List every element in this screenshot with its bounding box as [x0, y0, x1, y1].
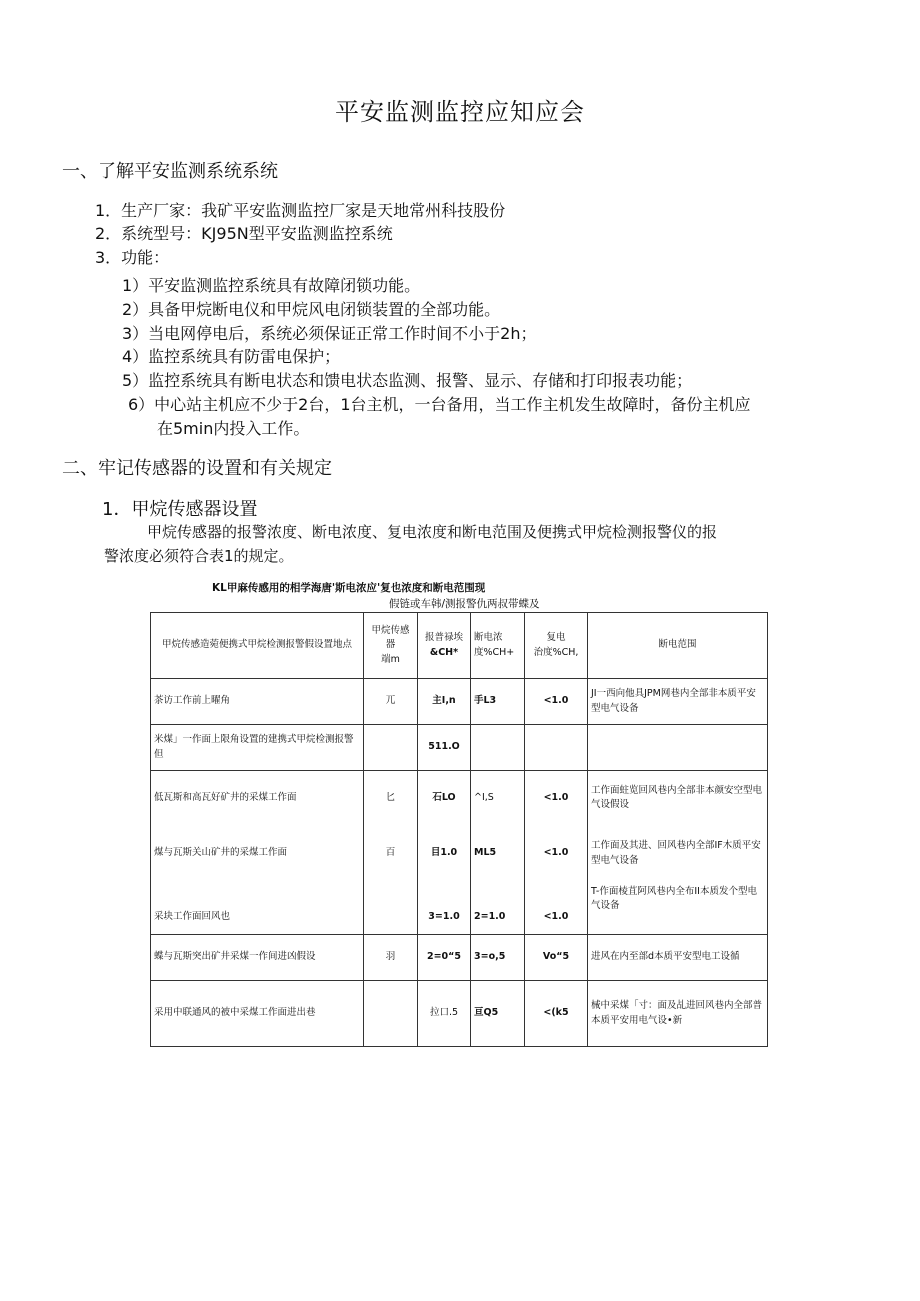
cell-cutoff: ML5 — [471, 825, 525, 883]
cell-alarm: 石LO — [418, 771, 471, 825]
cell-range: 进风在内至部d本质平安型电工设循 — [588, 935, 768, 981]
cell-cutoff: 2=1.0 — [471, 883, 525, 935]
function-6: 6）中心站主机应不少于2台，1台主机，一台备用，当工作主机发生故障时，备份主机应 — [128, 395, 751, 414]
table-caption-subline: 假链或车韩/测报警仇两叔带蝶及 — [389, 598, 540, 610]
header-sensor-line1: 甲烷传感器 — [371, 625, 410, 651]
cell-sensor: 百 — [364, 825, 418, 883]
header-alarm — [418, 613, 471, 679]
cell-restore: <1.0 — [525, 679, 588, 725]
cell-alarm: 目1.0 — [418, 825, 471, 883]
table-caption: KL甲麻传感用的相学海唐'斯电浓应'复也浓度和断电范围现 — [212, 582, 486, 594]
cell-cutoff: 手L3 — [471, 679, 525, 725]
cell-sensor: 匕 — [364, 771, 418, 825]
cell-cutoff: 3=o,5 — [471, 935, 525, 981]
cell-range: 工作面蛀览回风巷内全部非本颜安空型电气设假设 — [588, 771, 768, 825]
table-row — [151, 725, 768, 771]
cell-sensor: 羽 — [364, 935, 418, 981]
header-cutoff-line1: 断电浓 — [474, 632, 503, 644]
header-sensor — [364, 613, 418, 679]
header-cutoff — [471, 613, 525, 679]
cell-location: 蝶与瓦斯突出矿井采煤一作间进凶假设 — [151, 935, 364, 981]
table-header-row — [151, 613, 768, 679]
header-restore-line1: 复电 — [546, 632, 566, 644]
item-function: 3．功能： — [95, 248, 170, 267]
paragraph-line-2: 警浓度必须符合表1的规定。 — [104, 547, 294, 565]
cell-restore — [525, 725, 588, 771]
function-5: 5）监控系统具有断电状态和馈电状态监测、报警、显示、存储和打印报表功能； — [122, 371, 693, 390]
cell-restore: <1.0 — [525, 825, 588, 883]
cell-cutoff — [471, 725, 525, 771]
section-2-heading: 二、牢记传感器的设置和有关规定 — [62, 458, 332, 479]
header-alarm-line1: 报普禄埃 — [424, 632, 463, 644]
cell-alarm: 主I,n — [418, 679, 471, 725]
cell-range: 工作面及其进、回风巷内全部IF木质平安型电气设备 — [588, 825, 768, 883]
header-sensor-line2: 端m — [381, 653, 400, 665]
table-row — [151, 679, 768, 725]
paragraph-line-1: 甲烷传感器的报警浓度、断电浓度、复电浓度和断电范围及便携式甲烷检测报警仪的报 — [147, 523, 718, 541]
cell-alarm: 拉口.5 — [418, 981, 471, 1047]
header-restore-line2: 治度%CH, — [533, 646, 579, 658]
header-alarm-line2: &CH* — [429, 646, 459, 658]
table-row — [151, 935, 768, 981]
cell-restore: <1.0 — [525, 883, 588, 935]
cell-sensor — [364, 883, 418, 935]
cell-sensor: 兀 — [364, 679, 418, 725]
cell-location: 煤与瓦斯关山矿井的采煤工作面 — [151, 825, 364, 883]
function-6-continued: 在5min内投入工作。 — [157, 419, 310, 438]
cell-cutoff: ^I,S — [471, 771, 525, 825]
cell-alarm: 2=0“5 — [418, 935, 471, 981]
cell-location: 茶访工作前上曜角 — [151, 679, 364, 725]
table-row — [151, 883, 768, 935]
cell-sensor — [364, 981, 418, 1047]
function-4: 4）监控系统具有防雷电保护； — [122, 347, 341, 366]
cell-range: 械中采煤「寸：面及乩进回风巷内全部普本质平安用电气设•新 — [588, 981, 768, 1047]
header-cutoff-line2: 度%CH+ — [474, 646, 515, 658]
methane-sensor-table — [150, 612, 768, 1047]
function-1: 1）平安监测监控系统具有故障闭锁功能。 — [122, 276, 421, 295]
cell-alarm: 511.O — [418, 725, 471, 771]
cell-cutoff: 亘Q5 — [471, 981, 525, 1047]
section-1-heading: 一、了解平安监测系统系统 — [62, 161, 278, 182]
table-row — [151, 981, 768, 1047]
cell-restore: Vo“5 — [525, 935, 588, 981]
header-location: 甲烷传感造菀便携式甲烷检测报警假设置地点 — [151, 613, 364, 679]
function-3: 3）当电网停电后，系统必须保证正常工作时间不小于2h； — [122, 324, 537, 343]
cell-location: 采块工作面回风也 — [151, 883, 364, 935]
cell-alarm: 3=1.0 — [418, 883, 471, 935]
cell-sensor — [364, 725, 418, 771]
header-restore — [525, 613, 588, 679]
cell-location: 低瓦斯和高瓦好矿井的采煤工作面 — [151, 771, 364, 825]
cell-restore: <1.0 — [525, 771, 588, 825]
cell-location: 采用中联通风的被中采煤工作面进出巷 — [151, 981, 364, 1047]
table-row — [151, 771, 768, 825]
cell-range — [588, 725, 768, 771]
function-2: 2）具备甲烷断电仪和甲烷风电闭锁装置的全部功能。 — [122, 300, 501, 319]
cell-restore: <(k5 — [525, 981, 588, 1047]
cell-location: 米煤」一作面上限角设置的建携式甲烷检测报警但 — [151, 725, 364, 771]
cell-range: T-作面棱苴阿风巷内全布II本质发个型电气设备 — [588, 883, 768, 935]
table-row — [151, 825, 768, 883]
header-range: 断电范围 — [588, 613, 768, 679]
subsection-methane-sensor: 1．甲烷传感器设置 — [102, 499, 258, 520]
cell-range: JI一西向他具JPM网巷内全部非本质平安型电气设备 — [588, 679, 768, 725]
page-title: 平安监测监控应知应会 — [335, 98, 585, 126]
item-model: 2．系统型号：KJ95N型平安监测监控系统 — [95, 224, 393, 243]
item-manufacturer: 1．生产厂家：我矿平安监测监控厂家是天地常州科技股份 — [95, 201, 506, 220]
